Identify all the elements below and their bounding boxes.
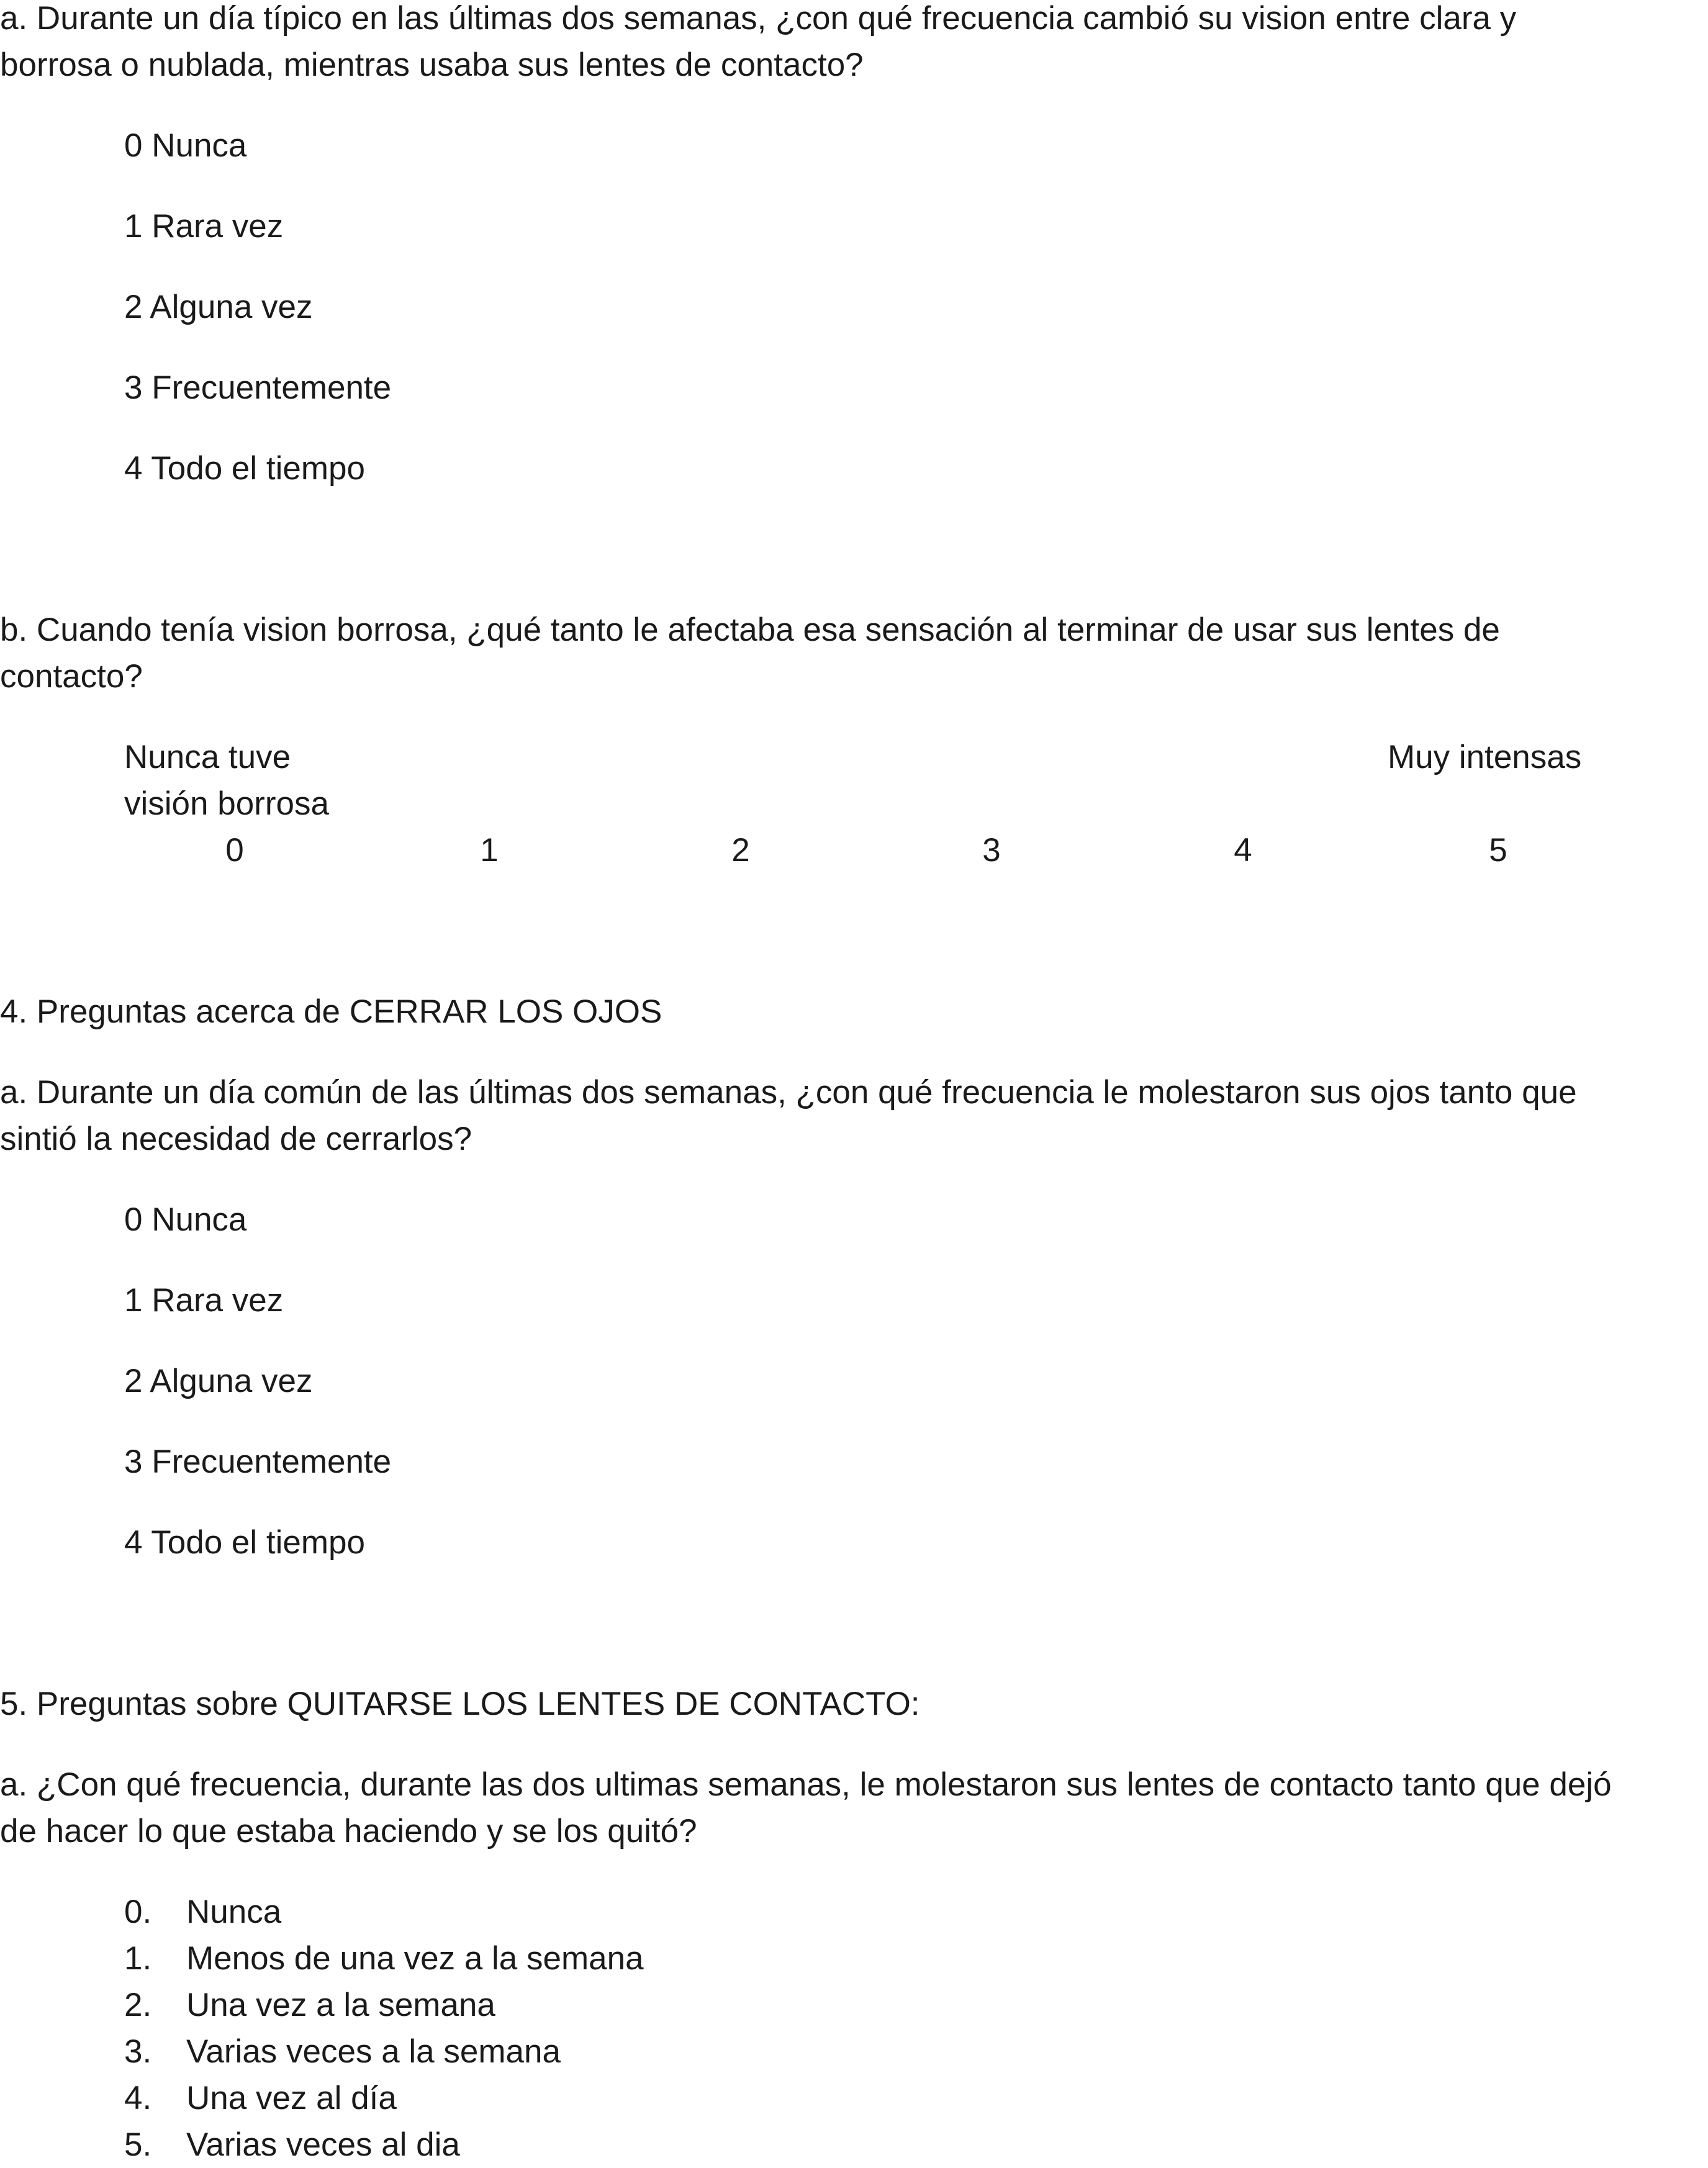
scale-left-label-line-2: visión borrosa <box>124 785 329 822</box>
question-4a-option-2[interactable]: 2 Alguna vez <box>124 1363 313 1399</box>
question-5a-option-2[interactable]: Una vez a la semana <box>186 1987 495 2023</box>
question-3a-line-2: borrosa o nublada, mientras usaba sus lentes de contacto? <box>0 47 864 83</box>
question-4a-option-0[interactable]: 0 Nunca <box>124 1201 247 1238</box>
question-4a-line-2: sintió la necesidad de cerrarlos? <box>0 1121 472 1157</box>
question-5a-option-4[interactable]: Una vez al día <box>186 2080 397 2116</box>
question-5a-option-2-number: 2. <box>124 1987 152 2023</box>
scale-right-label: Muy intensas <box>1388 739 1582 775</box>
scale-left-label-line-1: Nunca tuve <box>124 739 291 775</box>
question-5a-option-3[interactable]: Varias veces a la semana <box>186 2033 561 2070</box>
question-3a-option-0[interactable]: 0 Nunca <box>124 127 247 164</box>
question-5a-option-1[interactable]: Menos de una vez a la semana <box>186 1940 644 1977</box>
question-5a-option-0-number: 0. <box>124 1894 152 1930</box>
question-4a-option-3[interactable]: 3 Frecuentemente <box>124 1443 392 1480</box>
question-3a-option-1[interactable]: 1 Rara vez <box>124 208 284 245</box>
scale-option-0[interactable]: 0 <box>225 832 244 869</box>
question-3a-option-2[interactable]: 2 Alguna vez <box>124 289 313 325</box>
scale-option-5[interactable]: 5 <box>1489 832 1507 869</box>
question-5a-line-2: de hacer lo que estaba haciendo y se los quitó? <box>0 1813 697 1850</box>
scale-option-2[interactable]: 2 <box>731 832 750 869</box>
question-4a-line-1: a. Durante un día común de las últimas dos semanas, ¿con qué frecuencia le molestaron sus ojos tanto que <box>0 1074 1577 1111</box>
question-3a-option-3[interactable]: 3 Frecuentemente <box>124 369 392 406</box>
scale-option-4[interactable]: 4 <box>1234 832 1252 869</box>
section-4-heading: 4. Preguntas acerca de CERRAR LOS OJOS <box>0 993 662 1030</box>
question-5a-option-0[interactable]: Nunca <box>186 1894 282 1930</box>
scale-option-3[interactable]: 3 <box>982 832 1001 869</box>
question-5a-option-5-number: 5. <box>124 2126 152 2163</box>
scale-option-1[interactable]: 1 <box>480 832 499 869</box>
question-3b-line-2: contacto? <box>0 658 143 695</box>
question-4a-option-1[interactable]: 1 Rara vez <box>124 1282 284 1319</box>
question-5a-option-3-number: 3. <box>124 2033 152 2070</box>
question-4a-option-4[interactable]: 4 Todo el tiempo <box>124 1524 365 1561</box>
question-3b-line-1: b. Cuando tenía vision borrosa, ¿qué tanto le afectaba esa sensación al terminar de usar sus lentes de <box>0 612 1500 648</box>
question-5a-option-4-number: 4. <box>124 2080 152 2116</box>
question-3a-line-1: a. Durante un día típico en las últimas dos semanas, ¿con qué frecuencia cambió su vision entre clara y <box>0 0 1517 37</box>
question-5a-option-1-number: 1. <box>124 1940 152 1977</box>
question-5a-line-1: a. ¿Con qué frecuencia, durante las dos ultimas semanas, le molestaron sus lentes de contacto tanto que dejó <box>0 1766 1612 1803</box>
question-5a-option-5[interactable]: Varias veces al dia <box>186 2126 460 2163</box>
question-3a-option-4[interactable]: 4 Todo el tiempo <box>124 450 365 487</box>
section-5-heading: 5. Preguntas sobre QUITARSE LOS LENTES DE CONTACTO: <box>0 1686 920 1722</box>
